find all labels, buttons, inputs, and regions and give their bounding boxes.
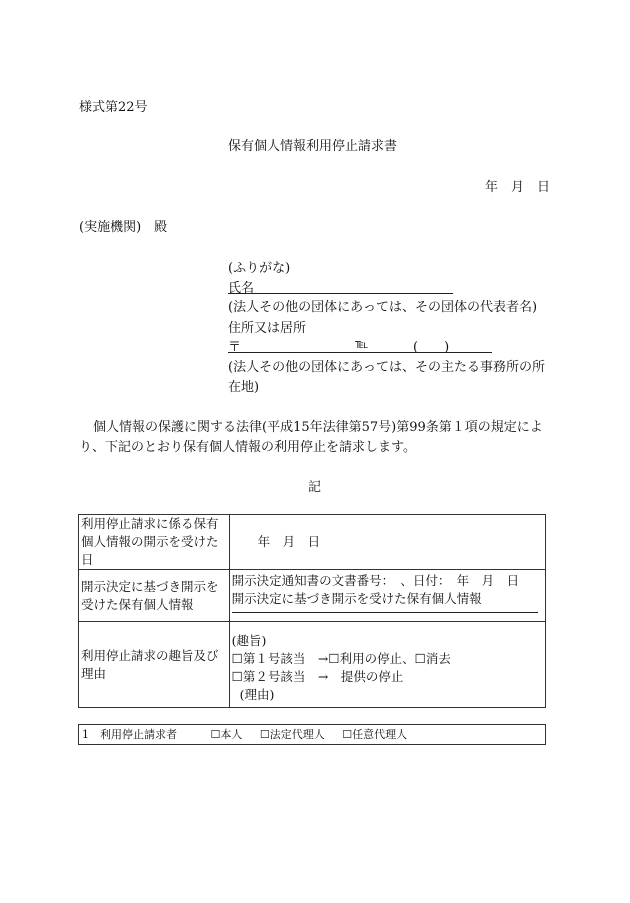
row1-value: 年 月 日 — [257, 534, 321, 549]
address-note-line1: (法人その他の団体にあっては、その主たる事務所の所 — [228, 360, 545, 375]
option1-erase-checkbox[interactable]: ☐ — [414, 651, 426, 666]
row1-label-line2: 個人情報の開示を受けた — [81, 534, 219, 549]
row1-label-line1: 利用停止請求に係る保有 — [81, 516, 219, 531]
tel-mark: ℡ — [355, 336, 369, 351]
row3-label-line2: 理由 — [81, 665, 107, 681]
body-line2: り、下記のとおり保有個人情報の利用停止を請求します。 — [79, 440, 416, 455]
row2-value-line2: 開示決定に基づき開示を受けた保有個人情報 — [231, 591, 482, 606]
requester-cell — [79, 725, 546, 745]
option2-line — [232, 668, 543, 686]
row1-value-cell[interactable] — [229, 515, 545, 570]
table-row — [79, 725, 546, 745]
body-line1: 個人情報の保護に関する法律(平成15年法律第57号)第99条第１項の規定によ — [93, 420, 543, 435]
legal-agent-option: 法定代理人 — [269, 727, 325, 741]
option1-erase-text: 消去 — [425, 651, 451, 666]
self-option: 本人 — [220, 727, 243, 741]
name-note: (法人その他の団体にあっては、その団体の代表者名) — [228, 300, 538, 315]
date-line: 年 月 日 — [485, 180, 551, 195]
furigana-label: (ふりがな) — [228, 261, 291, 276]
option1-checkbox[interactable]: ☐ — [231, 651, 243, 666]
row3-label-cell — [79, 622, 230, 708]
voluntary-agent-option: 任意代理人 — [352, 727, 408, 741]
row1-label-cell — [79, 515, 230, 570]
self-checkbox[interactable]: ☐ — [210, 727, 221, 741]
requester-label: 1 利用停止請求者 — [82, 727, 177, 741]
row2-value-cell[interactable] — [229, 570, 545, 622]
purpose-heading: (趣旨) — [231, 633, 267, 648]
addressee: (実施機関) 殿 — [79, 220, 168, 235]
option2-text: 第２号該当 → 提供の停止 — [242, 669, 404, 684]
request-table — [78, 514, 546, 708]
option1-text: 第１号該当 → — [242, 651, 329, 666]
address-note-line2: 在地) — [228, 380, 260, 395]
tel-paren: ( ) — [413, 340, 450, 355]
option2-checkbox[interactable]: ☐ — [231, 669, 243, 684]
option1-stop-text: 利用の停止、 — [339, 651, 415, 666]
name-underline[interactable] — [228, 293, 453, 294]
row2-label-line2: 受けた保有個人情報 — [81, 596, 194, 612]
row2-label-cell — [79, 570, 230, 622]
reason-heading: (理由) — [239, 687, 275, 702]
row2-label-line1: 開示決定に基づき開示を — [81, 578, 219, 594]
legal-agent-checkbox[interactable]: ☐ — [259, 727, 270, 741]
form-number: 様式第22号 — [79, 100, 148, 115]
row2-value-line1: 開示決定通知書の文書番号： 、日付： 年 月 日 — [231, 573, 520, 588]
address-underline[interactable] — [228, 352, 492, 353]
table-row — [79, 622, 546, 708]
ki-heading: 記 — [308, 480, 322, 495]
row3-value-cell — [229, 622, 545, 708]
requester-table — [78, 724, 546, 745]
form-title: 保有個人情報利用停止請求書 — [228, 139, 398, 154]
row3-label-line1: 利用停止請求の趣旨及び — [81, 647, 219, 663]
option1-stop-checkbox[interactable]: ☐ — [328, 651, 340, 666]
row2-underline — [232, 612, 538, 613]
table-row — [79, 570, 546, 622]
voluntary-agent-checkbox[interactable]: ☐ — [342, 727, 353, 741]
row1-label-line3: 日 — [81, 552, 94, 567]
table-row — [79, 515, 546, 570]
postal-mark: 〒 — [228, 340, 242, 355]
address-label: 住所又は居所 — [228, 321, 307, 336]
option1-line — [232, 650, 543, 668]
name-label: 氏名 — [228, 281, 255, 296]
